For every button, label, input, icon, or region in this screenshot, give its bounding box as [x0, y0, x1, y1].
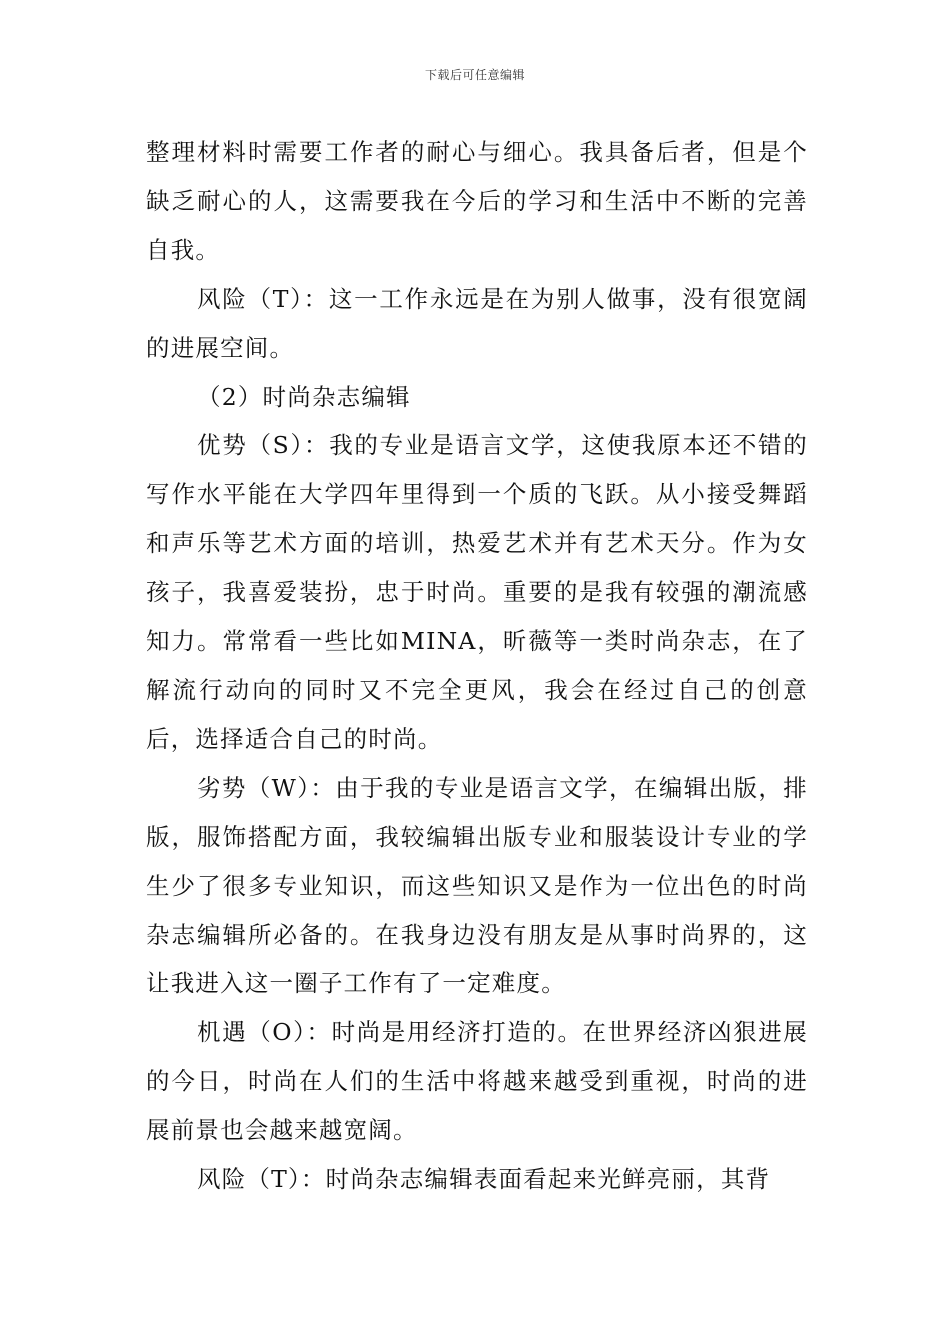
header-note: 下载后可任意编辑 [424, 68, 525, 82]
paragraph-risk-2: 风险（T）：时尚杂志编辑表面看起来光鲜亮丽，其背 [197, 1165, 771, 1194]
paragraph-strengths: 优势（S）：我的专业是语言文学，这使我原本还不错的写作水平能在大学四年里得到一个质的飞跃。从小接受舞蹈和声乐等艺术方面的培训，热爱艺术并有艺术天分。作为女孩子，我喜爱装扮，忠于时尚。重要的是我有较强的潮流感知力。常常看一些比如MINA，昕薇等一类时尚杂志，在了解流行动向的同时又不完全更风，我会在经过自己的创意后，选择适合自己的时尚。 [146, 431, 808, 753]
paragraph-risk-1: 风险（T）：这一工作永远是在为别人做事，没有很宽阔的进展空间。 [146, 284, 808, 362]
paragraph-weaknesses: 劣势（W）：由于我的专业是语言文学，在编辑出版，排版，服饰搭配方面，我较编辑出版专业和服装设计专业的学生少了很多专业知识，而这些知识又是作为一位出色的时尚杂志编辑所必备的。在我身边没有朋友是从事时尚界的，这让我进入这一圈子工作有了一定难度。 [146, 773, 808, 998]
section-heading-fashion-editor: （2）时尚杂志编辑 [197, 382, 411, 411]
paragraph-opportunities: 机遇（O）：时尚是用经济打造的。在世界经济凶狠进展的今日，时尚在人们的生活中将越来越受到重视，时尚的进展前景也会越来越宽阔。 [146, 1018, 808, 1145]
paragraph-continuation: 整理材料时需要工作者的耐心与细心。我具备后者，但是个缺乏耐心的人，这需要我在今后的学习和生活中不断的完善自我。 [146, 138, 808, 264]
document-body [146, 128, 808, 1204]
